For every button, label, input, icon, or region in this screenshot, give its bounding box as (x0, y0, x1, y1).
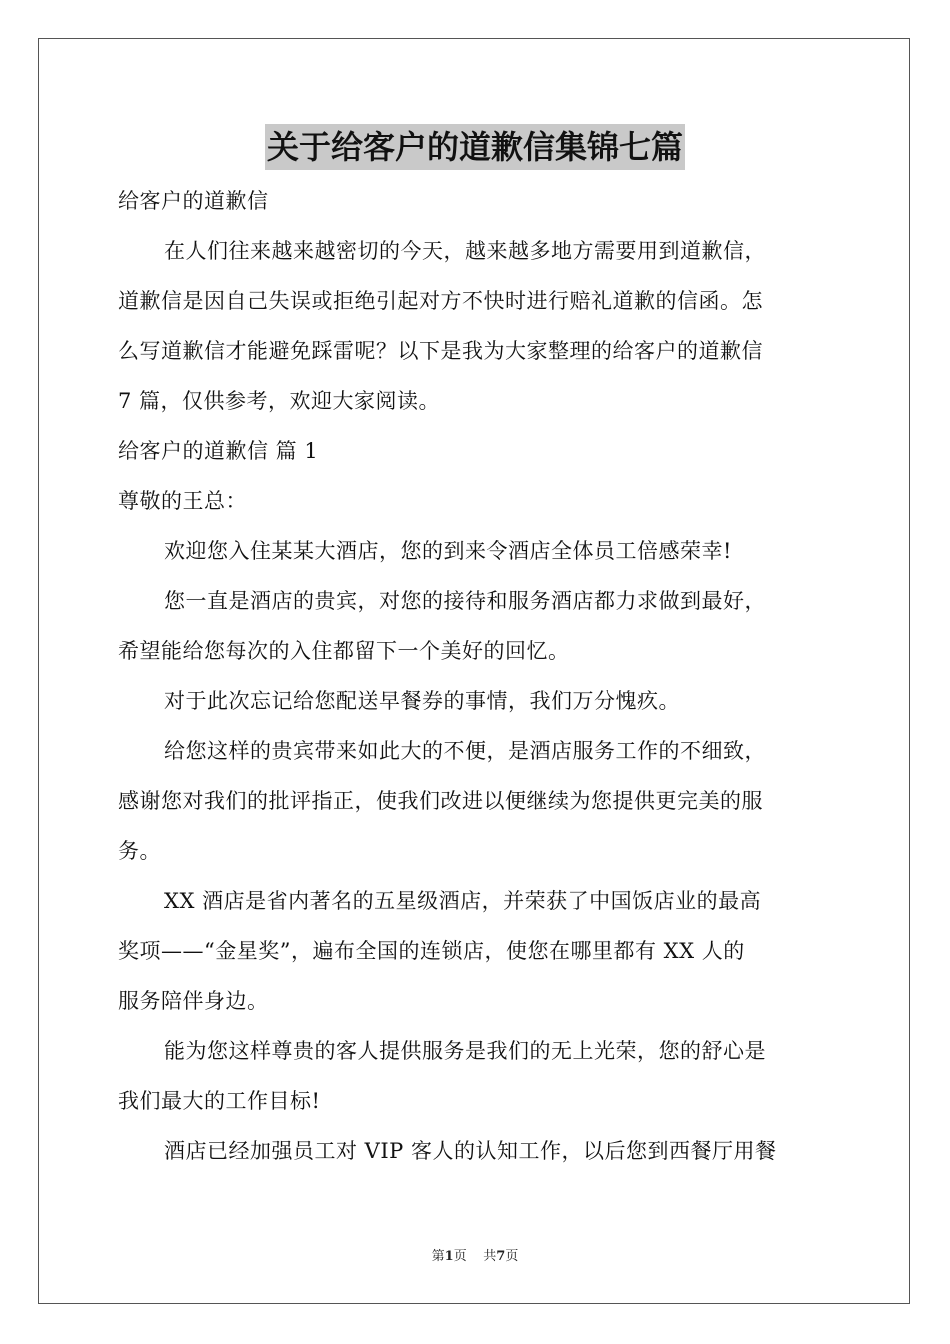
body-line: 能为您这样尊贵的客人提供服务是我们的无上光荣，您的舒心是 (164, 1039, 766, 1063)
total-suffix: 页 (505, 1249, 519, 1264)
body-line: 给您这样的贵宾带来如此大的不便，是酒店服务工作的不细致， (164, 739, 766, 763)
body-line: 酒店已经加强员工对 VIP 客人的认知工作，以后您到西餐厅用餐 (164, 1139, 777, 1163)
body-line: 欢迎您入住某某大酒店，您的到来令酒店全体员工倍感荣幸! (164, 539, 732, 563)
body-line: 在人们往来越来越密切的今天，越来越多地方需要用到道歉信， (164, 239, 766, 263)
body-line: XX 酒店是省内著名的五星级酒店，并荣获了中国饭店业的最高 (164, 889, 762, 913)
body-line: 感谢您对我们的批评指正，使我们改进以便继续为您提供更完美的服 (118, 789, 763, 813)
page-prefix: 第 (431, 1249, 445, 1264)
salutation: 尊敬的王总： (118, 489, 247, 513)
document-body (118, 176, 836, 1176)
body-line: 对于此次忘记给您配送早餐券的事情，我们万分愧疚。 (164, 689, 680, 713)
body-line: 给客户的道歉信 (118, 189, 269, 213)
body-line: 务。 (118, 839, 161, 863)
body-line: 我们最大的工作目标! (118, 1089, 321, 1113)
page-suffix: 页 (453, 1249, 467, 1264)
title-container (0, 124, 950, 170)
body-line: 服务陪伴身边。 (118, 989, 269, 1013)
body-line: 么写道歉信才能避免踩雷呢？以下是我为大家整理的给客户的道歉信 (118, 339, 763, 363)
page-number: 1 (444, 1249, 454, 1264)
body-line: 希望能给您每次的入住都留下一个美好的回忆。 (118, 639, 570, 663)
body-line: 道歉信是因自己失误或拒绝引起对方不快时进行赔礼道歉的信函。怎 (118, 289, 763, 313)
body-line: 奖项——“金星奖”，遍布全国的连锁店，使您在哪里都有 XX 人的 (118, 939, 745, 963)
body-line: 您一直是酒店的贵宾，对您的接待和服务酒店都力求做到最好， (164, 589, 766, 613)
section-heading: 给客户的道歉信 篇 1 (118, 439, 319, 463)
document-title: 关于给客户的道歉信集锦七篇 (265, 124, 685, 170)
body-line: 7 篇，仅供参考，欢迎大家阅读。 (118, 389, 441, 413)
page-total: 7 (496, 1249, 506, 1264)
page-footer (0, 1248, 950, 1266)
total-prefix: 共 (483, 1249, 497, 1264)
